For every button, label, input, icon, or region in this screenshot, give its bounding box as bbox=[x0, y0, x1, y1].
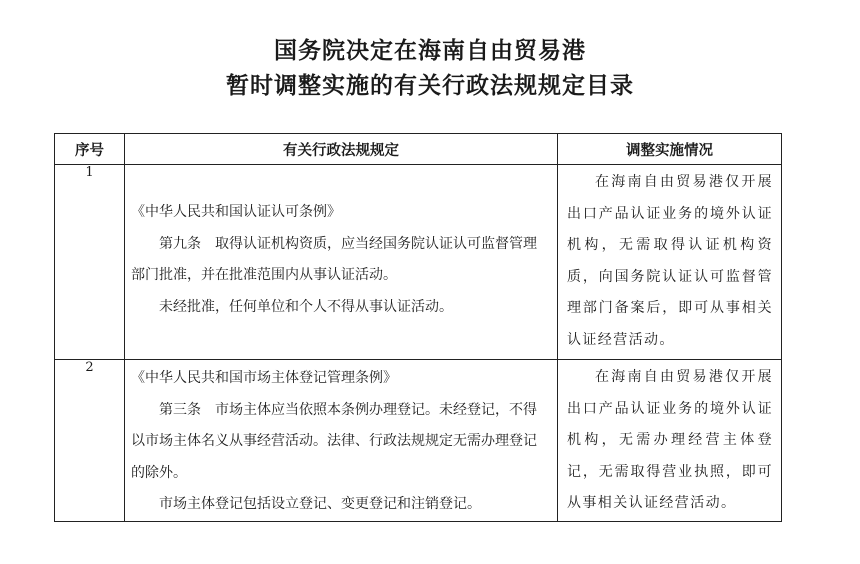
regulation-article: 第九条 取得认证机构资质，应当经国务院认证认可监督管理部门批准，并在批准范围内从事认证活动。 bbox=[131, 235, 537, 283]
regulation-note: 市场主体登记包括设立登记、变更登记和注销登记。 bbox=[159, 496, 481, 512]
regulation-note: 未经批准，任何单位和个人不得从事认证活动。 bbox=[159, 298, 453, 315]
adjustment-cell bbox=[558, 165, 782, 360]
table-row bbox=[55, 360, 782, 522]
row-seq: 1 bbox=[55, 165, 125, 360]
regulation-table bbox=[54, 133, 782, 522]
row-seq: 2 bbox=[55, 360, 125, 522]
header-adjustment: 调整实施情况 bbox=[558, 134, 782, 165]
document-title-line2: 暂时调整实施的有关行政法规规定目录 bbox=[226, 73, 634, 99]
regulation-cell bbox=[125, 165, 558, 360]
regulation-title: 《中华人民共和国认证认可条例》 bbox=[131, 204, 341, 220]
adjustment-cell bbox=[558, 360, 782, 522]
header-seq: 序号 bbox=[55, 134, 125, 165]
header-regulation: 有关行政法规规定 bbox=[125, 134, 558, 165]
regulation-title: 《中华人民共和国市场主体登记管理条例》 bbox=[131, 370, 397, 386]
adjustment-text: 在海南自由贸易港仅开展出口产品认证业务的境外认证机构，无需取得认证机构资质，向国务院认证认可监督管理部门备案后，即可从事相关认证经营活动。 bbox=[567, 174, 773, 348]
table-header-row bbox=[55, 134, 782, 165]
document-title-line1: 国务院决定在海南自由贸易港 bbox=[274, 38, 586, 64]
adjustment-text: 在海南自由贸易港仅开展出口产品认证业务的境外认证机构，无需办理经营主体登记，无需取得营业执照，即可从事相关认证经营活动。 bbox=[567, 369, 773, 511]
table-row bbox=[55, 165, 782, 360]
regulation-article: 第三条 市场主体应当依照本条例办理登记。未经登记，不得以市场主体名义从事经营活动。法律、行政法规规定无需办理登记的除外。 bbox=[131, 401, 537, 481]
regulation-cell bbox=[125, 360, 558, 522]
